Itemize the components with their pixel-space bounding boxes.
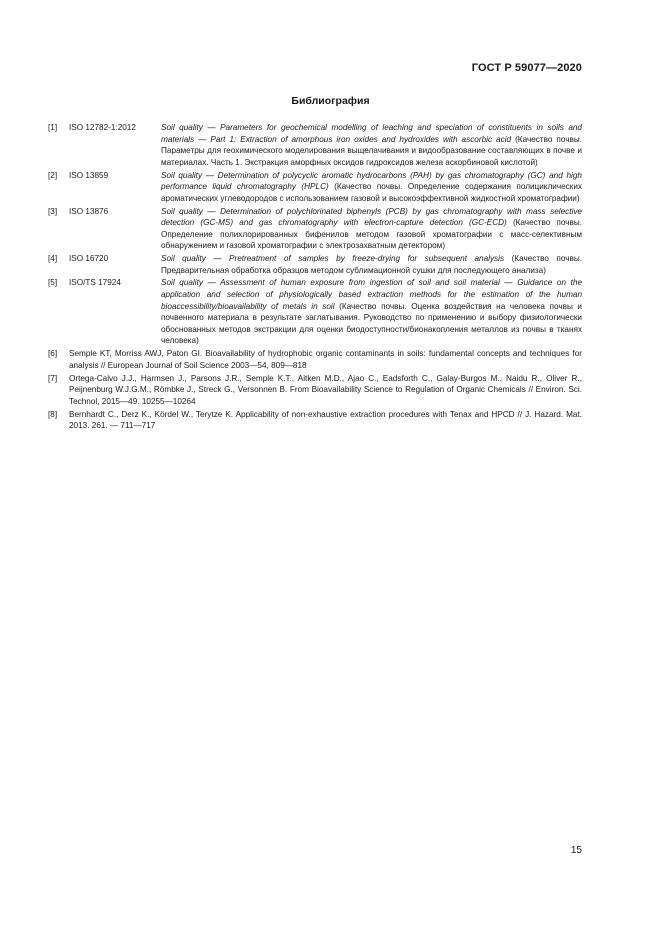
reference-title: Soil quality — Pretreatment of samples by freeze-drying for subsequent analysis	[161, 254, 505, 264]
reference-number: [3]	[48, 206, 58, 216]
reference-item	[48, 122, 582, 168]
reference-number: [4]	[48, 254, 58, 264]
reference-translation: (Качество почвы. Определение полихлорированных бифенилов методом газовой хроматографии с масс-селективным обнаружением и газовой хроматографии с электрозахватным детектором)	[161, 218, 582, 251]
page-title: Библиография	[291, 95, 370, 107]
reference-item	[48, 206, 582, 252]
reference-text	[161, 277, 582, 347]
reference-translation: (Качество почвы. Оценка воздействия на человека почвы и почвенного материала в результате заглатывания. Руководство по применению и выбору физиологически обоснованных методов экстракции для оценки биодоступности/бионакопления металлов из почвы в тканях человека)	[161, 301, 583, 346]
literature-text: Ortega-Calvo J.J., Harmsen J., Parsons J.R., Semple K.T., Aitken M.D., Ajao C., Eadsforth C., Galay-Burgos M., Naidu R., Oliver R., Peijnenburg W.J.G.M., Römbke J., Streck G., Versonnen B. From Bioavailability Science to Regulation of Organic Chemicals // Environ. Sci. Technol, 2015—49. 10255—10264	[69, 373, 582, 406]
literature-number: [7]	[48, 373, 58, 383]
reference-code: ISO 12782-1:2012	[69, 123, 136, 132]
reference-title: Soil quality — Determination of polycyclic aromatic hydrocarbons (PAH) by gas chromatography (GC) and high performance liquid chromatography (HPLC)	[161, 170, 582, 192]
literature-item	[48, 373, 582, 408]
reference-title: Soil quality — Determination of polychlorinated biphenyls (PCB) by gas chromatography with mass selective detection (GC-MS) and gas chromatography with electron-capture detection (GC-ECD)	[161, 206, 582, 228]
bibliography-list	[48, 122, 582, 433]
reference-title: Soil quality — Assessment of human exposure from ingestion of soil and soil material — Guidance on the application and selection of physiologically based extraction methods for the estimation of the human bioaccessibility/bioavailability of metals in soil	[161, 278, 582, 311]
literature-number: [6]	[48, 349, 58, 359]
reference-translation: (Качество почвы. Параметры для геохимического моделирования выщелачивания и видообразование составляющих в почве и материалах. Часть 1. Экстракция аморфных оксидов гидроксидов железа аскорбиновой кислотой)	[161, 134, 583, 167]
reference-item	[48, 253, 582, 276]
reference-text	[161, 253, 582, 276]
reference-code: ISO 13876	[69, 206, 109, 216]
reference-number: [1]	[48, 123, 58, 132]
reference-text	[161, 122, 582, 168]
literature-number: [8]	[48, 409, 58, 419]
reference-translation: (Качество почвы. Определение содержания полициклических ароматических углеводородов с использованием газовой и высокоэффективной жидкостной хроматографии)	[161, 182, 582, 203]
reference-number: [2]	[48, 170, 58, 180]
reference-text	[161, 170, 582, 205]
reference-translation: (Качество почвы. Предварительная обработка образцов методом сублимационной сушки для последующего анализа)	[161, 254, 583, 275]
reference-item	[48, 170, 582, 205]
standard-header: ГОСТ Р 59077—2020	[471, 62, 582, 74]
page-number: 15	[570, 845, 582, 856]
reference-code: ISO 13859	[69, 170, 109, 180]
reference-title: Soil quality — Parameters for geochemical modelling of leaching and speciation of constituents in soils and materials — Part 1: Extraction of amorphous iron oxides and hydroxides with ascorbic acid	[161, 123, 582, 144]
literature-item	[48, 348, 582, 371]
reference-number: [5]	[48, 278, 58, 288]
reference-code: ISO/TS 17924	[69, 278, 121, 288]
literature-text: Semple KT, Morriss AWJ, Paton GI. Bioavailability of hydrophobic organic contaminants in soils: fundamental concepts and techniques for analysis // European Journal of Soil Science 2003—54, 809—818	[69, 349, 582, 370]
literature-item	[48, 409, 582, 432]
reference-code: ISO 16720	[69, 254, 109, 264]
literature-text: Bernhardt C., Derz K., Kördel W., Terytze K. Applicability of non-exhaustive extraction procedures with Tenax and HPCD // J. Hazard. Mat. 2013. 261. — 711—717	[69, 409, 582, 431]
reference-item	[48, 277, 582, 347]
reference-text	[161, 206, 582, 252]
